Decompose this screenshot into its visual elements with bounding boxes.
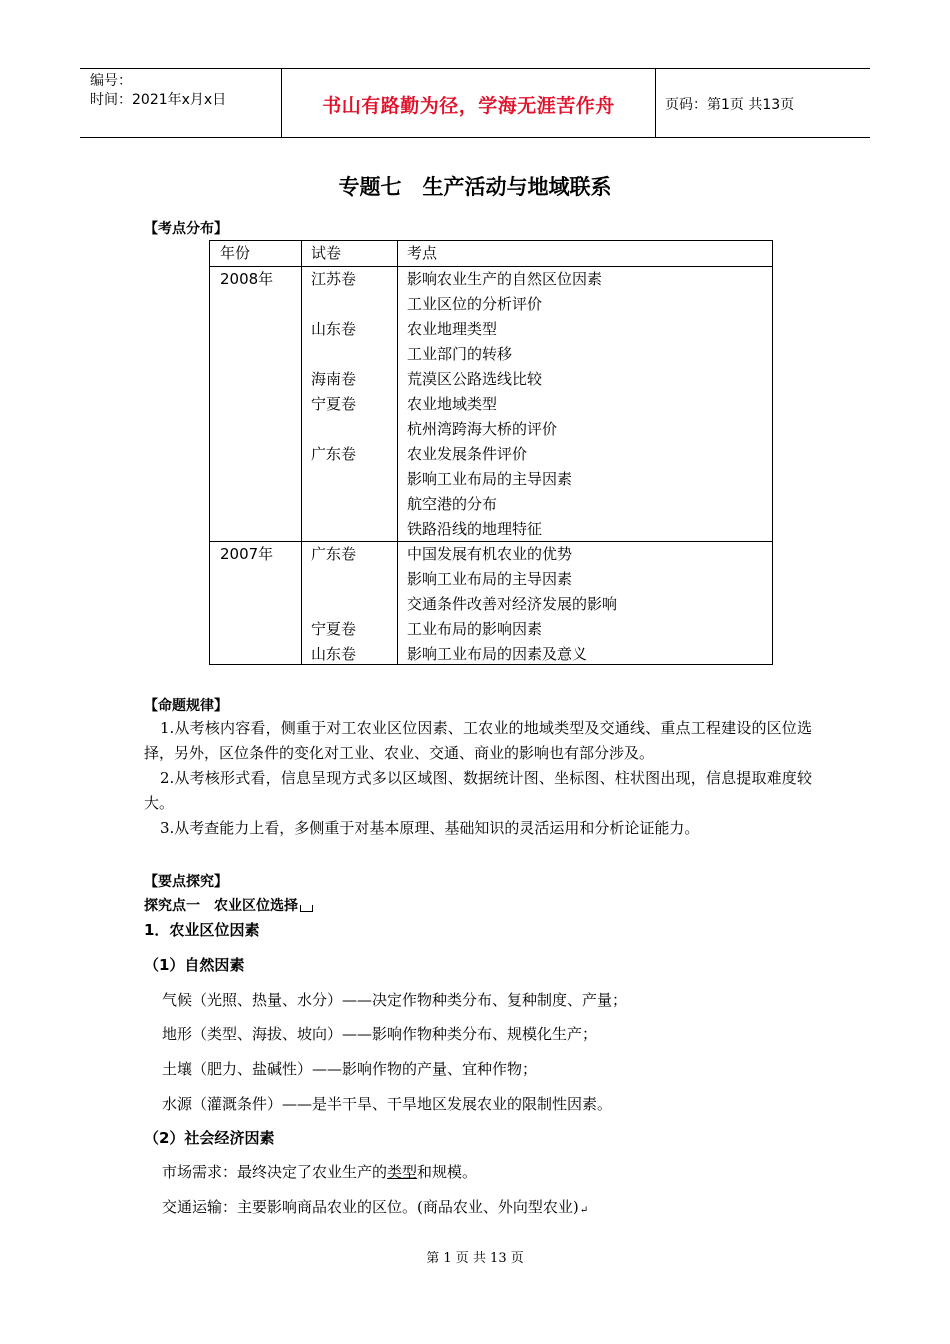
natural-item: 气候（光照、热量、水分）——决定作物种类分布、复种制度、产量； xyxy=(162,991,628,1009)
rule-paragraph: 1.从考核内容看，侧重于对工农业区位因素、工农业的地域类型及交通线、重点工程建设的区位选择，另外，区位条件的变化对工业、农业、交通、商业的影响也有部分涉及。 xyxy=(144,719,812,762)
table-year: 2008年 xyxy=(220,270,274,288)
anchor-icon xyxy=(300,905,313,912)
table-point: 影响工业布局的主导因素 xyxy=(407,570,573,588)
table-point: 农业地域类型 xyxy=(407,395,498,413)
table-header-paper: 试卷 xyxy=(311,244,342,262)
social-heading: （2）社会经济因素 xyxy=(144,1129,275,1147)
rule-paragraph: 3.从考查能力上看，多侧重于对基本原理、基础知识的灵活运用和分析论证能力。 xyxy=(160,819,700,837)
header-motto-cell xyxy=(281,69,656,137)
table-point: 交通条件改善对经济发展的影响 xyxy=(407,595,618,613)
table-point: 航空港的分布 xyxy=(407,495,498,513)
explore-heading xyxy=(144,895,313,915)
header-info-cell xyxy=(80,69,281,137)
document-title: 专题七 生产活动与地域联系 xyxy=(338,175,612,199)
page-footer: 第 1 页 共 13 页 xyxy=(426,1251,524,1266)
natural-item: 地形（类型、海拔、坡向）——影响作物种类分布、规模化生产； xyxy=(162,1025,598,1043)
paragraph-mark-icon: ↵ xyxy=(579,1205,589,1216)
table-paper: 山东卷 xyxy=(311,320,357,338)
section-points-heading: 【要点探究】 xyxy=(144,874,228,890)
table-divider xyxy=(397,241,398,664)
table-paper: 江苏卷 xyxy=(311,270,357,288)
table-point: 杭州湾跨海大桥的评价 xyxy=(407,420,558,438)
table-point: 工业部门的转移 xyxy=(407,345,513,363)
explore-heading-text: 探究点一 农业区位选择 xyxy=(144,898,298,914)
table-header-point: 考点 xyxy=(407,244,438,262)
natural-heading: （1）自然因素 xyxy=(144,956,245,974)
table-paper: 宁夏卷 xyxy=(311,395,357,413)
table-divider xyxy=(301,241,302,664)
section-rules-heading: 【命题规律】 xyxy=(144,698,228,714)
table-paper: 山东卷 xyxy=(311,645,357,663)
table-point: 中国发展有机农业的优势 xyxy=(407,545,573,563)
motto: 书山有路勤为径，学海无涯苦作舟 xyxy=(322,95,615,117)
date-line: 时间：2021年x月x日 xyxy=(90,92,227,108)
market-text-end: 和规模。 xyxy=(417,1163,478,1181)
table-header-year: 年份 xyxy=(220,244,251,262)
table-year: 2007年 xyxy=(220,545,274,563)
header-page-cell xyxy=(655,69,870,137)
market-text: 市场需求：最终决定了农业生产的 xyxy=(162,1163,388,1181)
table-point: 铁路沿线的地理特征 xyxy=(407,520,543,538)
transport-text: 交通运输：主要影响商品农业的区位。(商品农业、外向型农业) xyxy=(162,1198,579,1216)
page-header xyxy=(80,68,870,138)
table-point: 农业地理类型 xyxy=(407,320,498,338)
factors-heading: 1．农业区位因素 xyxy=(144,921,260,939)
table-point: 影响工业布局的因素及意义 xyxy=(407,645,588,663)
table-point: 农业发展条件评价 xyxy=(407,445,528,463)
market-line xyxy=(162,1161,477,1182)
table-paper: 广东卷 xyxy=(311,545,357,563)
page-info: 页码：第1页 共13页 xyxy=(665,97,795,113)
table-paper: 广东卷 xyxy=(311,445,357,463)
table-point: 荒漠区公路选线比较 xyxy=(407,370,543,388)
section-exam-heading: 【考点分布】 xyxy=(144,221,228,237)
transport-line xyxy=(162,1196,588,1217)
natural-item: 水源（灌溉条件）——是半干旱、干旱地区发展农业的限制性因素。 xyxy=(162,1095,613,1113)
table-point: 影响农业生产的自然区位因素 xyxy=(407,270,603,288)
market-underlined: 类型 xyxy=(387,1163,418,1181)
table-paper: 海南卷 xyxy=(311,370,357,388)
table-point: 影响工业布局的主导因素 xyxy=(407,470,573,488)
table-point: 工业布局的影响因素 xyxy=(407,620,543,638)
table-paper: 宁夏卷 xyxy=(311,620,357,638)
rule-paragraph: 2.从考核形式看，信息呈现方式多以区域图、数据统计图、坐标图、柱状图出现，信息提取难度较大。 xyxy=(144,769,812,812)
exam-table xyxy=(209,240,773,665)
natural-item: 土壤（肥力、盐碱性）——影响作物的产量、宜种作物； xyxy=(162,1060,538,1078)
table-point: 工业区位的分析评价 xyxy=(407,295,543,313)
serial-label: 编号： xyxy=(90,73,132,89)
